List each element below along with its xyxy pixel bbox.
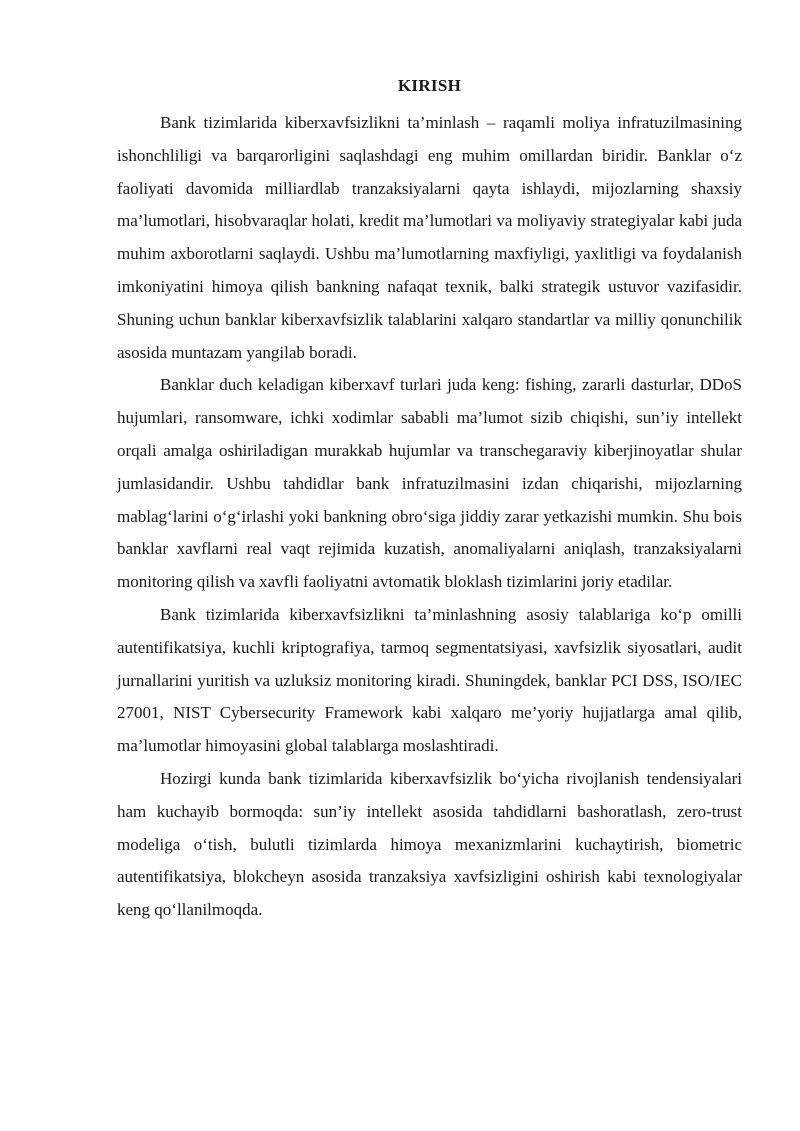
paragraph-4: Hozirgi kunda bank tizimlarida kiberxavfsizlik bo‘yicha rivojlanish tendensiyalari ham kuchayib bormoqda: sun’iy intellekt asosida tahdidlarni bashoratlash, zero-trust modeliga o‘tish, bulutli tizimlarda himoya mexanizmlarini kuchaytirish, biometric autentifikatsiya, blokcheyn asosida tranzaksiya xavfsizligini oshirish kabi texnologiyalar keng qo‘llanilmoqda. (117, 768, 742, 920)
paragraph-2: Banklar duch keladigan kiberxavf turlari juda keng: fishing, zararli dasturlar, DDoS hujumlari, ransomware, ichki xodimlar sababli ma’lumot sizib chiqishi, sun’iy intellekt orqali amalga oshiriladigan murakkab hujumlar va transchegaraviy kiberjinoyatlar shular jumlasidandir. Ushbu tahdidlar bank infratuzilmasini izdan chiqarishi, mijozlarning mablag‘larini o‘g‘irlashi yoki bankning obro‘siga jiddiy zarar yetkazishi mumkin. Shu bois banklar xavflarni real vaqt rejimida kuzatish, anomaliyalarni aniqlash, tranzaksiyalarni monitoring qilish va xavfli faoliyatni avtomatik bloklash tizimlarini joriy etadilar. (117, 375, 742, 592)
paragraph-1: Bank tizimlarida kiberxavfsizlikni ta’minlash – raqamli moliya infratuzilmasining ishonchliligi va barqarorligini saqlashdagi eng muhim omillardan biridir. Banklar o‘z faoliyati davomida milliardlab tranzaksiyalarni qayta ishlaydi, mijozlarning shaxsiy ma’lumotlari, hisobvaraqlar holati, kredit ma’lumotlari va moliyaviy strategiyalar kabi juda muhim axborotlarni saqlaydi. Ushbu ma’lumotlarning maxfiyligi, yaxlitligi va foydalanish imkoniyatini himoya qilish bankning nafaqat texnik, balki strategik ustuvor vazifasidir. Shuning uchun banklar kiberxavfsizlik talablarini xalqaro standartlar va milliy qonunchilik asosida muntazam yangilab boradi. (117, 113, 742, 362)
section-title: KIRISH (397, 76, 462, 95)
paragraph-3: Bank tizimlarida kiberxavfsizlikni ta’minlashning asosiy talablariga ko‘p omilli autentifikatsiya, kuchli kriptografiya, tarmoq segmentatsiyasi, xavfsizlik siyosatlari, audit jurnallarini yuritish va uzluksiz monitoring kiradi. Shuningdek, banklar PCI DSS, ISO/IEC 27001, NIST Cybersecurity Framework kabi xalqaro me’yoriy hujjatlarga amal qilib, ma’lumotlar himoyasini global talablarga moslashtiradi. (117, 604, 742, 756)
